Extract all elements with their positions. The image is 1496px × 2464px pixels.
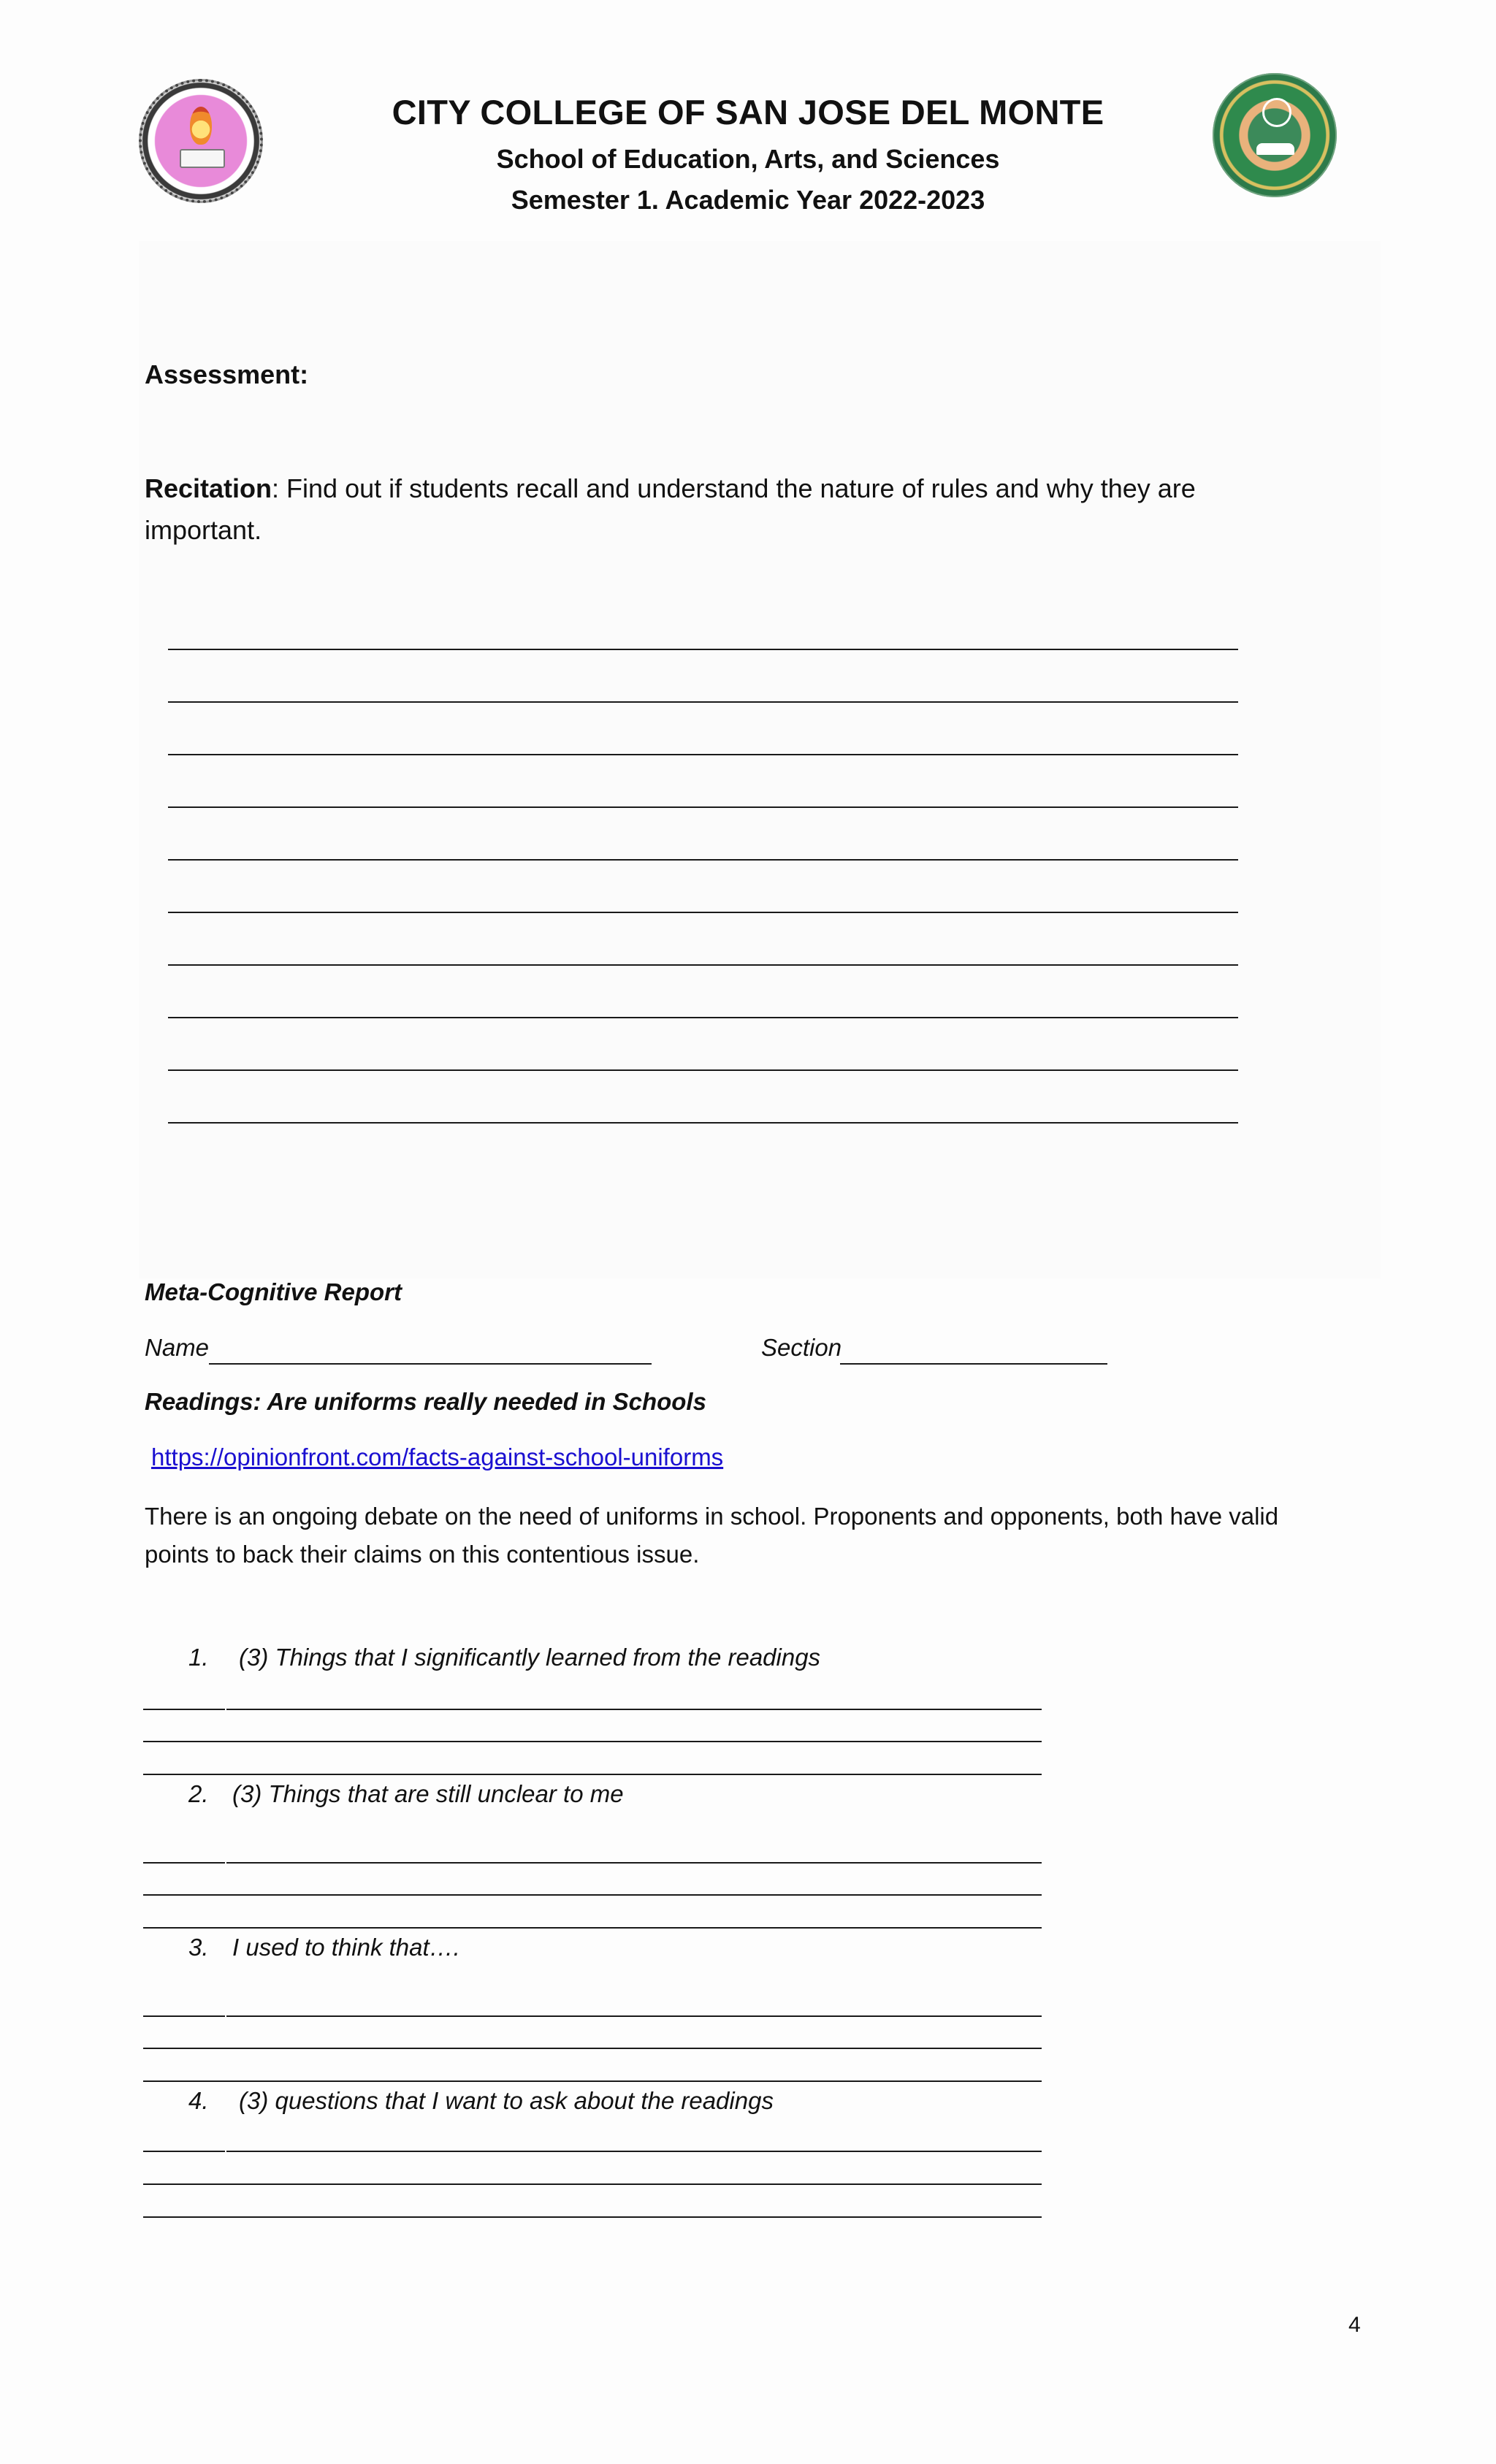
report-title: Meta-Cognitive Report bbox=[145, 1278, 402, 1305]
document-header bbox=[0, 86, 1496, 221]
section-field[interactable] bbox=[840, 1363, 1107, 1365]
question-number: 3. bbox=[188, 1934, 209, 1961]
readings-intro: There is an ongoing debate on the need of uniforms in school. Proponents and opponents, both have valid points to back their claims on this contentious issue. bbox=[145, 1503, 1279, 1568]
question-text: I used to think that…. bbox=[232, 1934, 460, 1961]
answer-line[interactable] bbox=[143, 2048, 1042, 2049]
answer-line[interactable] bbox=[143, 1927, 1042, 1929]
answer-line[interactable] bbox=[143, 1862, 225, 1864]
recitation-instruction bbox=[145, 468, 1255, 551]
answer-line[interactable] bbox=[168, 964, 1238, 966]
answer-line[interactable] bbox=[168, 1122, 1238, 1124]
answer-line[interactable] bbox=[168, 754, 1238, 755]
semester-line: Semester 1. Academic Year 2022-2023 bbox=[511, 185, 985, 215]
answer-line[interactable] bbox=[143, 2151, 225, 2152]
answer-line[interactable] bbox=[143, 1741, 1042, 1742]
college-name: CITY COLLEGE OF SAN JOSE DEL MONTE bbox=[392, 93, 1104, 131]
answer-line[interactable] bbox=[168, 859, 1238, 861]
answer-line[interactable] bbox=[143, 1894, 1042, 1896]
assessment-heading: Assessment: bbox=[145, 359, 309, 389]
answer-line[interactable] bbox=[226, 1709, 1042, 1710]
answer-line[interactable] bbox=[143, 1774, 1042, 1775]
question-text: (3) Things that are still unclear to me bbox=[232, 1780, 624, 1807]
question-text: (3) Things that I significantly learned from the readings bbox=[239, 1644, 821, 1671]
page-number: 4 bbox=[1348, 2313, 1361, 2337]
recitation-label: Recitation bbox=[145, 473, 272, 503]
answer-line[interactable] bbox=[168, 701, 1238, 703]
answer-line[interactable] bbox=[143, 2080, 1042, 2082]
answer-line[interactable] bbox=[143, 2216, 1042, 2218]
name-label: Name bbox=[145, 1334, 210, 1361]
question-text: (3) questions that I want to ask about the readings bbox=[239, 2087, 774, 2114]
question-number: 2. bbox=[188, 1780, 209, 1807]
answer-line[interactable] bbox=[168, 912, 1238, 913]
readings-link[interactable]: https://opinionfront.com/facts-against-school-uniforms bbox=[151, 1443, 724, 1471]
answer-line[interactable] bbox=[143, 2183, 1042, 2185]
readings-title: Readings: Are uniforms really needed in Schools bbox=[145, 1388, 706, 1415]
answer-line[interactable] bbox=[168, 1017, 1238, 1018]
recitation-text: : Find out if students recall and understand the nature of rules and why they are important. bbox=[145, 473, 1196, 545]
question-number: 1. bbox=[188, 1644, 209, 1671]
answer-line[interactable] bbox=[143, 1709, 225, 1710]
answer-line[interactable] bbox=[226, 2015, 1042, 2017]
answer-line[interactable] bbox=[226, 1862, 1042, 1864]
name-field[interactable] bbox=[209, 1363, 652, 1365]
school-name: School of Education, Arts, and Sciences bbox=[496, 144, 1000, 174]
question-number: 4. bbox=[188, 2087, 209, 2114]
answer-line[interactable] bbox=[168, 806, 1238, 808]
answer-line[interactable] bbox=[168, 649, 1238, 650]
answer-line[interactable] bbox=[168, 1069, 1238, 1071]
section-label: Section bbox=[761, 1334, 842, 1361]
answer-line[interactable] bbox=[143, 2015, 225, 2017]
answer-line[interactable] bbox=[226, 2151, 1042, 2152]
